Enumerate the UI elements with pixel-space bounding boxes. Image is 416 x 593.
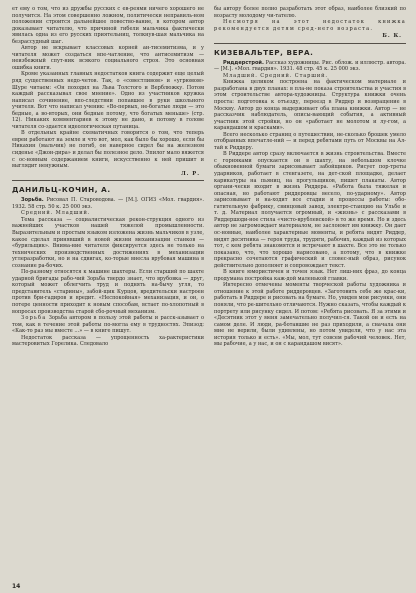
review-3-paragraph: В Риддере автор сразу включается в жизнь строительства. Вместе с горняками опускается он в шахту, на небольшом клочке обыкновенной бумаги зарисовывает забойщиков. Рисует пор-треты ударников, работает в стенгазете, на дет-ской площадке, делает карикатуры на пьяниц, на прогульщиков, пишет плакаты. Автор органи-чески входит в жизнь Риддера. «Работа была тяжелая и опасная, но работают риддеровцы весело, по-ударному». Автор зарисовывает и на-ходит все стадии и процессы работы: обо-гатительную фабрику, свинцовый завод, электро-станцию на Ульбе и т. д. Материал получается огромный, и «жизнь» с рассказами в Риддершоди-ное стила «чисто-врублевской» в то же время. Но и здесь автор не загромождает материалом, не заслоняет им книжку. Он дает ос-новные, наиболее характерные моменты, и ребята видят Риддер, видят десятника — героя труда, трудяги, рабочих, каждый из которых тот, с кем ребята знакомятся и встречают в шахте. Все это не только показано, что, что хорошо нарисовано, а потому, что в книжке прекрасно сочетаются графический и словес-ный образ, рисунок действительно дополняет и сопровождает текст. — [214, 151, 406, 269]
book-title: Риддерстрой. — [223, 59, 264, 66]
review-3-paragraph: Интересно отмечены моменты творческой работы художника и отношение к этой работе риддеровцев. «Заготовить себе же крас-ки, работать в Риддере и рисовать на бумаге. Но, увидев мои рисунки, они поняли, что ре-шительно отличаются. Нужно сказать, чтобы каждый к портрету или рисунку сидел. И потом: «Ребята рисовать. Я за этими и «Десятник этот у меня замечательно получил-ся. Такой он и есть на самом деле. И люди, ра-ботавшие не раз приходили, а сначала они мне не верили, были удивлены, но потом увидели, что у нас эта история только и есть». «Мы, мол, тут совсем рабочий человек. Нет, мы рабочие, а у нас, и он с карандашом висят». — [214, 282, 406, 348]
review-3-body — [214, 79, 406, 347]
bibliographic-entry — [214, 60, 406, 73]
bibliographic-entry — [12, 197, 204, 210]
review-1-paragraph: ет ему о том, что из дружбы русских с ев-реями ничего хорошего не получится. На этом совершенно ложном, политически неправиль-ном положении строится дальнейшее повество-вание, в котором автор доказывает читателю, что причиной гибели мальчика фактически явилась одна из его русских приятельниц, толкнув-шая мальчика на безрассудный шаг. — [12, 6, 204, 45]
review-2-paragraph: По-разному относятся к машине шахтеры. Если старший по шахте ударной бригады рабо-чий Зорьба твердо знает, что врубовка — друг, который может облегчить труд и поднять на-бычу угля, то представитель «старины», забой-щик Курцов, вредительски настроен против бри-гадиров и вредит. «Неспокойная» механизация, и он, о потере ценности приходит к новым способам, встает по-хлопотный в вопросах производства старой сбо-рочный механизм. — [12, 269, 204, 315]
book-title: Зорьба. — [21, 197, 44, 204]
review-2-paragraph: Недостаток рассказа — упрощенность ха-рактеристики мастеровитых Горелика. Следовало — [12, 334, 204, 348]
section-divider — [12, 180, 204, 181]
review-1-body — [12, 6, 204, 170]
review-1-signature: Л. Р. — [181, 170, 200, 177]
review-2-paragraph — [12, 315, 204, 335]
author-heading-danilts-kochin: ДАНИЛЬЦ-КОЧИН, А. — [12, 185, 111, 195]
review-3-paragraph: В книге юмористичен и точен язык. Нет лиш-них фраз, до конца продумана постройка каж-дой маленькой главки. — [214, 269, 406, 282]
recommendation-text: Несмотря на этот недостаток книжка рекомендуется детям сред-него возраста. — [214, 19, 406, 32]
review-3-paragraph: Всего несколько страниц о путешествии, не-сколько брошек умело отобранных впечатле-ний — и перед ребятами путь от Москвы на Ал-тай к Риддеру. — [214, 131, 406, 151]
review-2-paragraph: Тема рассказа — социалистическая рекон-струкция одного из важнейших участков нашей тяжелой промышленности. Выразительным и простым языком изложена жизнь мальчиков в узле, какое сделал принявший в новой жизни механизации станков — «бурильщик». Внима-ние читателя фиксируется здесь не только на технических производственных достижениях в механизации углеразработки, но и на сдвигах, ко-торые внесла врубовая машина в сознание ра-бочих. — [12, 216, 204, 269]
left-column — [12, 6, 204, 348]
section-divider — [214, 43, 406, 44]
review-3-paragraph: Книжка целиком построена на фактическом материале и разработана в двух планах: в пла-не показа строительства и участия в этом строительстве автора-художницы. Структура книжки очень проста: подготовка к отъезду, переезд в Риддер и возвращение в Москву. Автор до конца выдерживает оба плана книжки. Автор — не рассказчик наблюдатель, описы-вающий события, а активный участник этой стройки, но он «работает не молотом и лу-гом, а карандашом и красками». — [214, 79, 406, 132]
review-top-paragraph: бы автору более полно разработать этот образ, наиболее близкий по возрасту молодому чи-тателю. — [214, 6, 406, 19]
book-details: Рассказ художницы. Рис. облож. и иллюстр. автора. — [М.]. «Мол. гвардия». 1931. 48 стр. 45 к. 25 000 экз. — [214, 59, 406, 73]
right-column — [214, 6, 406, 348]
author-heading-kizevalter: КИЗЕВАЛЬТЕР, ВЕРА. — [214, 47, 314, 57]
page-number: 14 — [12, 583, 21, 590]
book-details: Рисовал П. Староводова. — [М.]. ОГИЗ «Мол. гвардия». 1932. 58 стр. 50 к. 25 000 экз. — [12, 197, 204, 210]
review-2-body — [12, 217, 204, 348]
paragraph-text: Зорьба автором в пользу этой работы и расск-азывает о том, как в течение этой работы по-могла ему в трудностях. Эпизод: «Как-то раз мы вместе ...» — в книге пишут. — [12, 315, 205, 335]
review-top-signature: Б. К. — [382, 33, 402, 40]
emphasized-name: Зорьба — [21, 315, 47, 322]
review-1-paragraph: Автор не вскрывает классовых корней ан-тисемитизма, и у читателя может создаться впе-чатление, что антисемитизм — неизбежный спут-ник всякого социального строя. Это основная ошибка книги. — [12, 45, 204, 71]
review-top-body — [214, 6, 406, 32]
two-column-layout — [12, 6, 406, 348]
review-1-paragraph: Кроме указанных главных недостатков книга содержит еще целый ряд существенных недо-четов. Так, о «совестливом» и «угрюмом» Шуре читаем: «Он походил на Льва Толстого и Верблюжку. Потом каждый рассказывал свое мнение». Одно из участников кружка написал сочинение, впо-следствии попавшее в руки школьного учителя. Вот что написал ученик: «Во-первых, не-богатые люди — это бедные, а во-вторых, они бедные потому, что богатых меньше» (стр. 12). Никаких комментариев к этому не дано, и потому в голове читателя со-здается идеологическая путаница. — [12, 71, 204, 130]
review-1-paragraph: В отдельных крайне схематичных говорится о том, что теперь евреи работают на земле и что вот, мол, как было бы хорошо, если бы Никахин (мальчик) не погиб, он наверное сидел бы на железном сиденье «Джон-дира» и делал бы полезное дело. Эпилог мало вяжется с ос-новным содержанием книги, искусственно к ней пришит и выглядит ненужным. — [12, 130, 204, 170]
reader-age-group: Средний. Младший. — [21, 210, 91, 217]
reader-age-group: Младший. Средний. Старший. — [223, 72, 328, 79]
